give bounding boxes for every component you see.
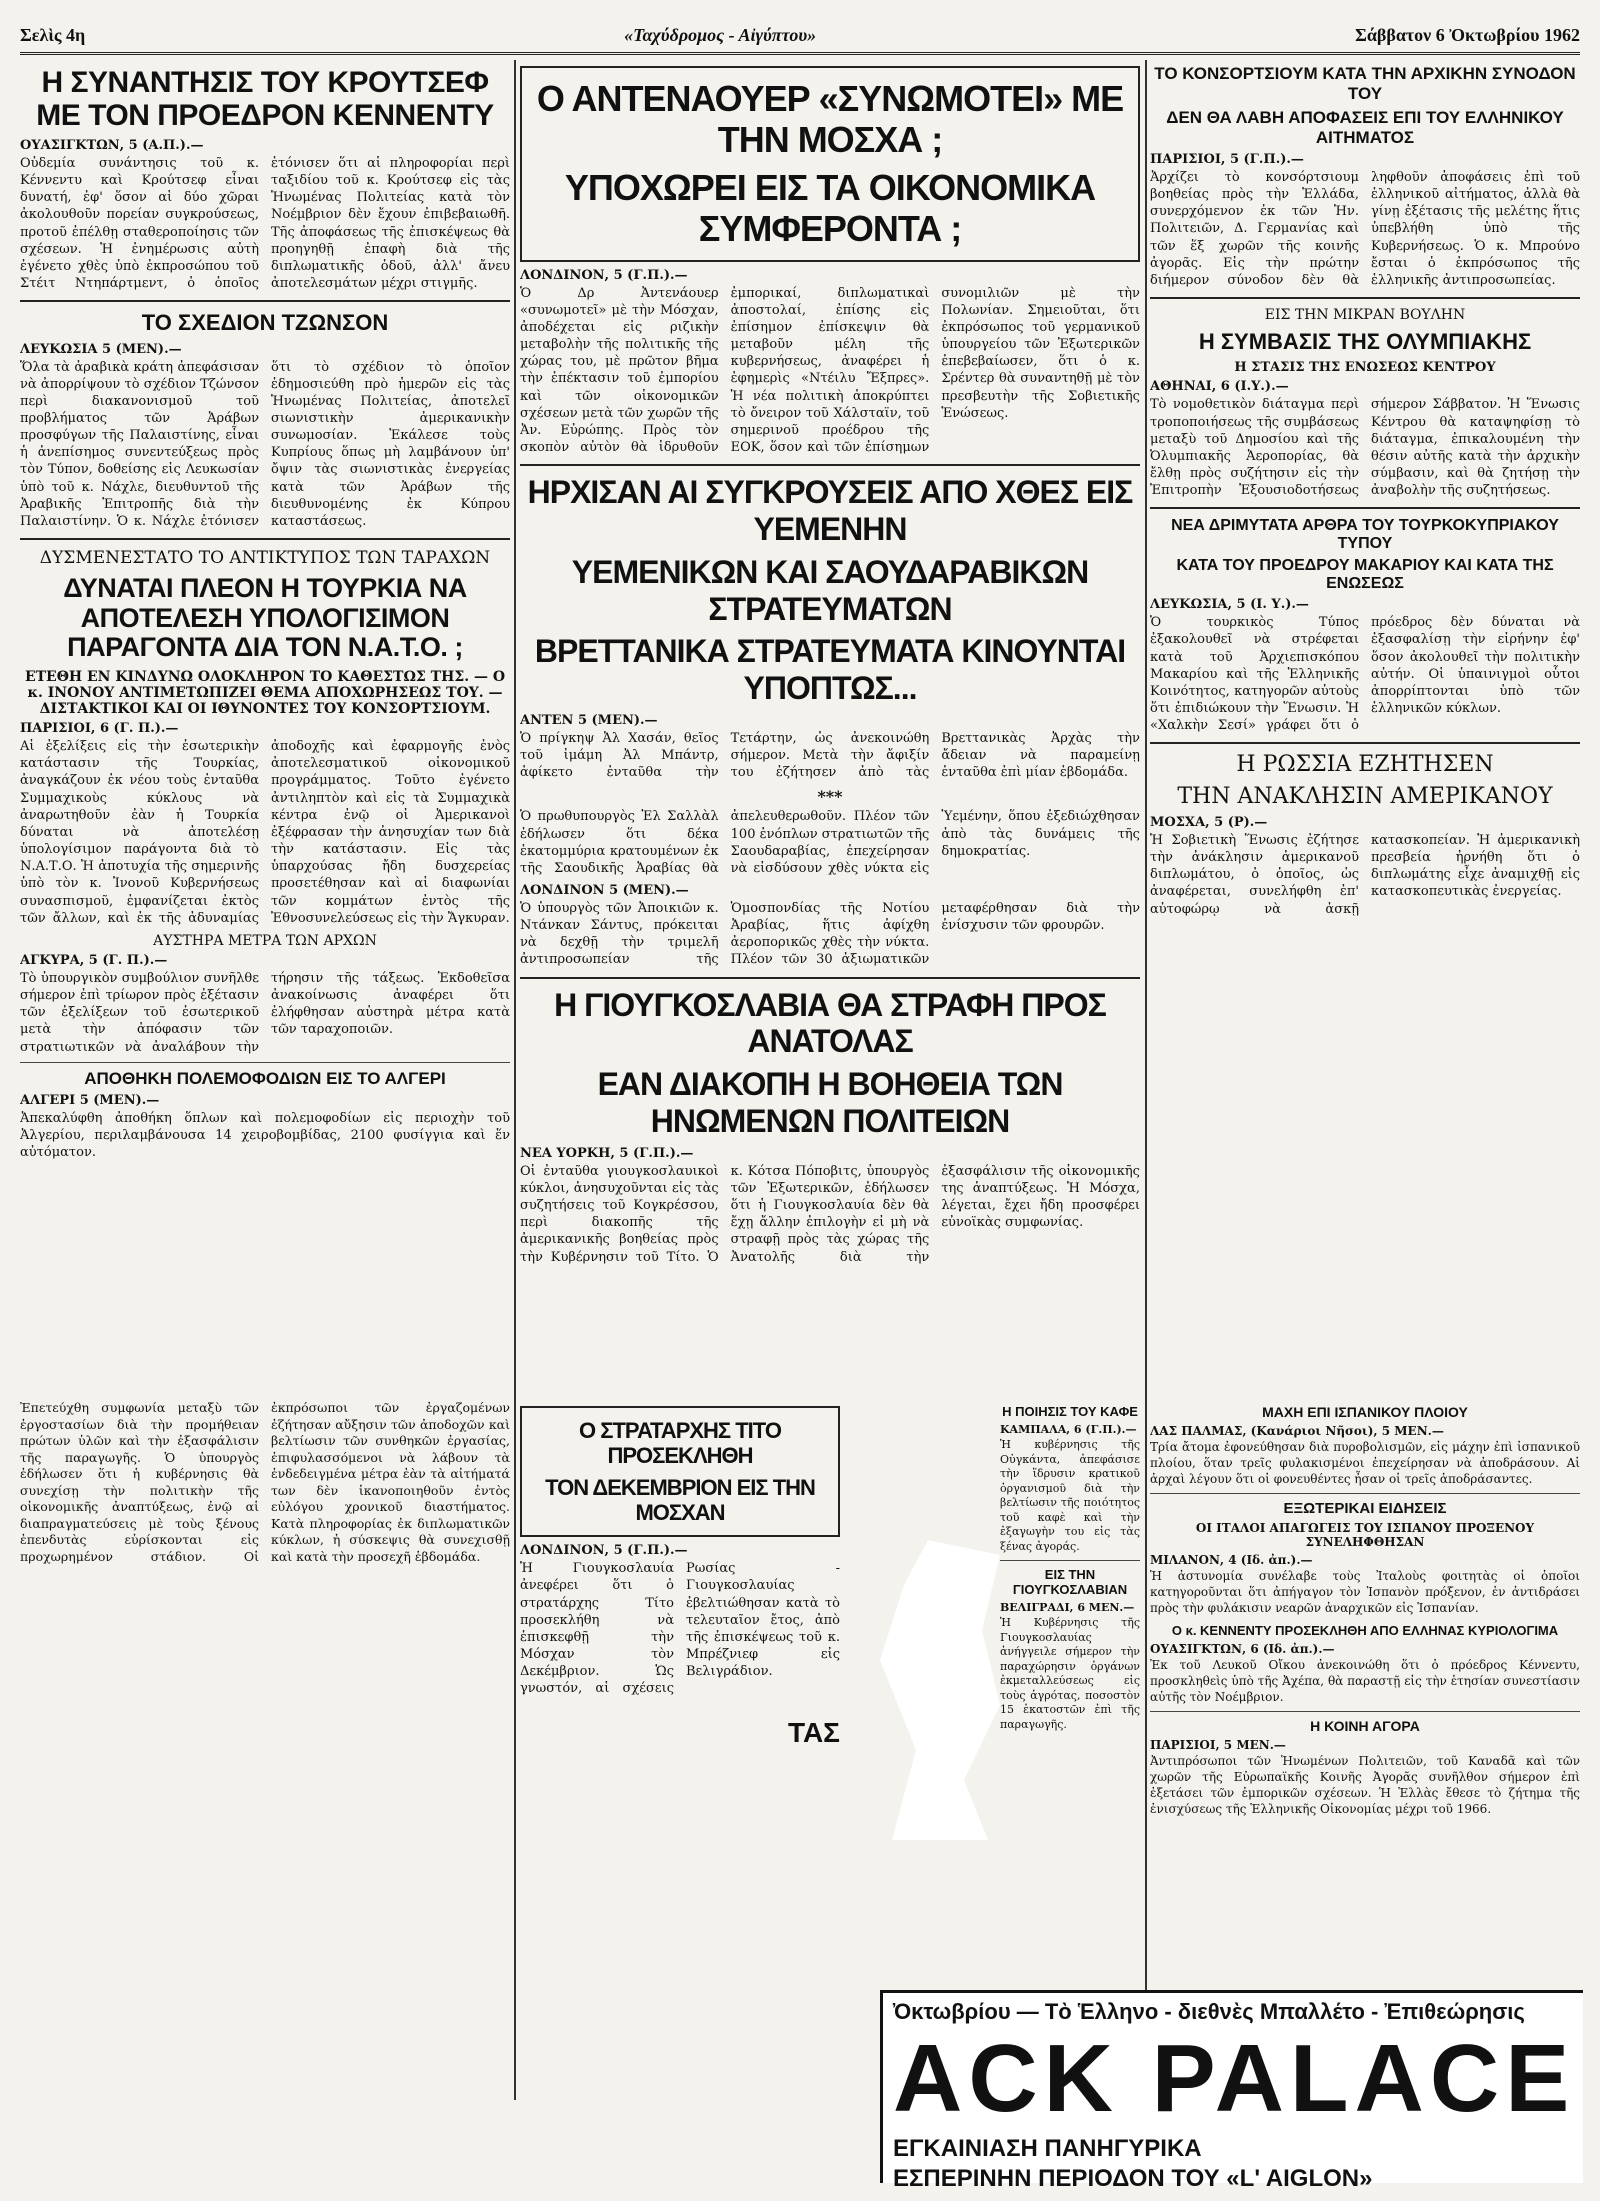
tito-headline-box <box>520 1406 840 1537</box>
divider <box>520 977 1140 979</box>
article-body: Ἡ Σοβιετικὴ Ἕνωσις ἐζήτησε τὴν ἀνάκλησιν ἀμερικανοῦ διπλωμάτου, ὁ ὁποῖος, ὡς ἀναφέρεται, συνελήφθη ἐπ' αὐτοφώρῳ νὰ ἀσκῇ κατασκοπείαν. Ἡ ἀμερικανικὴ πρεσβεία ἠρνήθη ὅτι ὁ διπλωμάτης εἶχε ἀναμιχθῇ εἰς κατασκοπευτικὰς ἐνεργείας. <box>1150 833 1580 917</box>
dateline: ΟΥΑΣΙΓΚΤΩΝ, 5 (Α.Π.).— <box>20 138 204 153</box>
dateline: ΚΑΜΠΑΛΑ, 6 (Γ.Π.).— <box>1000 1423 1137 1436</box>
article-body: Ἐπετεύχθη συμφωνία μεταξὺ τῶν ἐργοστασίων διὰ τὴν προμήθειαν πρώτων ὑλῶν καὶ τὴν ἐξασφάλισιν τῆς παραγωγῆς. Ὁ ὑπουργὸς ἐδήλωσεν ὅτι ἡ κυβέρνησις θὰ συνεχίσῃ τὴν πολιτικὴν τῆς οἰκονομικῆς ἀναπτύξεως, ἐνῷ αἱ διαπραγματεύσεις μὲ τοὺς ξένους ἐπενδυτὰς εὑρίσκονται εἰς προχωρημένον στάδιον. Οἱ ἐκπρόσωποι τῶν ἐργαζομένων ἐζήτησαν αὔξησιν τῶν ἀποδοχῶν καὶ βελτίωσιν τῶν συνθηκῶν ἐργασίας, ἐπιφυλασσόμενοι νὰ λάβουν τὰ ἐνδεδειγμένα μέτρα ἐὰν τὰ αἰτήματά των δὲν ἱκανοποιηθοῦν ἐντὸς εὐλόγου χρονικοῦ διαστήματος. Κατὰ πληροφορίας ἐκ διπλωματικῶν κύκλων, ἡ σύσκεψις θὰ συνεχισθῇ καὶ κατὰ τὴν προσεχῆ ἑβδομάδα. <box>20 1400 510 1564</box>
divider <box>20 300 510 302</box>
dateline: ΛΟΝΔΙΝΟΝ, 5 (Γ.Π.).— <box>520 267 688 283</box>
divider <box>1150 742 1580 744</box>
article-body: Ὁ πρίγκηψ Ἀλ Χασάν, θεῖος τοῦ ἰμάμη Ἀλ Μπάντρ, ἀφίκετο ἐνταῦθα τὴν Τετάρτην, ὡς ἀνεκοινώθη σήμερον. Μετὰ τὴν ἄφιξίν του ἐζήτησεν ἀπὸ τὰς Βρεττανικὰς Ἀρχὰς τὴν ἄδειαν νὰ παραμείνῃ ἐνταῦθα ἐπὶ μίαν ἑβδομάδα. <box>520 730 1140 781</box>
divider <box>520 464 1140 466</box>
headline-consortium: ΤΟ ΚΟΝΣΟΡΤΣΙΟΥΜ ΚΑΤΑ ΤΗΝ ΑΡΧΙΚΗΝ ΣΥΝΟΔΟΝ ΤΟΥ <box>1154 64 1576 103</box>
dateline: ΛΕΥΚΩΣΙΑ 5 (ΜΕΝ).— <box>20 341 182 357</box>
article-body: Ἀπεκαλύφθη ἀποθήκη ὅπλων καὶ πολεμοφοδίων εἰς περιοχὴν τοῦ Ἀλγερίου, περιλαμβάνουσα 14 χειροβομβίδας, 2100 φυσίγγια καὶ ἕν αὐτόματον. <box>20 1110 510 1160</box>
dateline: ΛΕΥΚΩΣΙΑ, 5 (Ι. Υ.).— <box>1150 597 1309 613</box>
article-body: Αἱ ἐξελίξεις εἰς τὴν ἐσωτερικὴν κατάστασιν τῆς Τουρκίας, ἀναγκάζουν ἐκ νέου τοὺς ἐνταῦθα Συμμαχικοὺς κύκλους νὰ ἀναρωτηθοῦν ἐὰν ἡ Τουρκία δύναται νὰ ἀποτελέσῃ ὑπολογίσιμον παράγοντα διὰ τὸ Ν.Α.Τ.Ο. Ἡ ἀποτυχία τῆς σημερινῆς ὑπὸ τὸν κ. Ἰνονοῦ Κυβερνήσεως συνασπισμοῦ, ἐμφανίζεται ἐκτὸς τῶν ἄλλων, καὶ ἐκ τῆς ἀδυναμίας ἀποδοχῆς καὶ ἐφαρμογῆς ἐνὸς ἀποτελεσματικοῦ οἰκονομικοῦ προγράμματος. Τοῦτο ἐγένετο ἀντιληπτὸν καὶ εἰς τὰ Συμμαχικὰ κέντρα ἐνῷ οἱ Ἀμερικανοὶ ἐξέφρασαν τὴν ἀνησυχίαν των διὰ τὴν κατάστασιν. Εἰς τὰς ὑπαρχούσας ἤδη δυσχερείας προσετέθησαν καὶ αἱ διαφωνίαι τῶν κομμάτων ἐντὸς τῆς Ἐθνοσυνελεύσεως εἰς τὴν Ἄγκυραν. <box>20 739 510 926</box>
headline-adenauer: Ο ΑΝΤΕΝΑΟΥΕΡ «ΣΥΝΩΜΟΤΕΙ» ΜΕ ΤΗΝ ΜΟΣΧΑ ; <box>536 78 1124 161</box>
divider <box>1150 507 1580 509</box>
kicker: ΔΥΣΜΕΝΕΣΤΑΤΟ ΤΟ ΑΝΤΙΚΤΥΠΟΣ ΤΩΝ ΤΑΡΑΧΩΝ <box>39 548 491 569</box>
dateline: ΑΘΗΝΑΙ, 6 (Ι.Υ.).— <box>1150 379 1289 395</box>
article-body: Ἡ κυβέρνησις τῆς Οὐγκάντα, ἀπεφάσισε τὴν ἵδρυσιν κρατικοῦ ὀργανισμοῦ διὰ τὴν βελτίωσιν τῆς ποιότητος τοῦ καφὲ καὶ τὴν ἐξαγωγὴν του εἰς τὰς ξένας ἀγοράς. <box>1000 1438 1140 1553</box>
issue-date: Σάββατον 6 Ὀκτωβρίου 1962 <box>1355 24 1580 45</box>
advertisement-palace <box>880 1990 1583 2192</box>
divider <box>1150 297 1580 299</box>
section-heading: ΑΥΣΤΗΡΑ ΜΕΤΡΑ ΤΩΝ ΑΡΧΩΝ <box>153 932 377 949</box>
article-body: Ὁ πρωθυπουργὸς Ἐλ Σαλλὰλ ἐδήλωσεν ὅτι δέκα ἑκατομμύρια κρατουμένων ἐκ τῆς Σαουδικῆς Ἀραβίας θὰ ἀπελευθερωθοῦν. Πλέον τῶν 100 ἐνόπλων στρατιωτῶν τῆς Σαουδαραβίας, ἐπεχείρησαν νὰ εἰσδύσουν χθὲς νύκτα εἰς Ὑεμένην, ὅπου ἐξεδιώχθησαν ἀπὸ τὰς δυνάμεις τῆς δημοκρατίας. <box>520 809 1140 876</box>
headline-khrushchev-kennedy: Η ΣΥΝΑΝΤΗΣΙΣ ΤΟΥ ΚΡΟΥΤΣΕΦ ΜΕ ΤΟΝ ΠΡΟΕΔΡΟΝ ΚΕΝΝΕΝΤΥ <box>36 66 494 132</box>
bottom-right-column <box>1150 1400 1580 1980</box>
article-body: Ἡ ἀστυνομία συνέλαβε τοὺς Ἰταλοὺς φοιτητὰς οἱ ὁποῖοι κατηγοροῦνται ὅτι ἀπήγαγον τὸν Ἰσπανὸν πρόξενον, ἐν ἀντιδράσει πρὸς τὴν φυλάκισιν νεαρῶν ἀναρχικῶν εἰς Ἱσπανίαν. <box>1150 1569 1580 1616</box>
column-rule <box>1145 60 1147 2100</box>
bottom-center-left <box>520 1400 840 2180</box>
article-body: Ἀντιπρόσωποι τῶν Ἡνωμένων Πολιτειῶν, τοῦ Καναδᾶ καὶ τῶν χωρῶν τῆς Εὐρωπαϊκῆς Κοινῆς Ἀγορᾶς συνῆλθον σήμερον ἐπὶ ἐξετάσει τῶν ἐμπορικῶν σχέσεων. Ἡ Ἑλλὰς ἔθεσε τὸ ζήτημα τῆς ἐνισχύσεως τῆς Ἑλληνικῆς Οἰκονομίας μέχρι τοῦ 1966. <box>1150 1754 1580 1816</box>
article-body: Ἐκ τοῦ Λευκοῦ Οἴκου ἀνεκοινώθη ὅτι ὁ πρόεδρος Κέννεντυ, προσκληθεὶς ὑπὸ τῆς Ἀχέπα, θὰ παραστῇ εἰς τὴν ἑτησίαν συνεστίασιν αὐτῆς τὸν Νοέμβριον. <box>1150 1657 1580 1704</box>
headline-consortium-2: ΔΕΝ ΘΑ ΛΑΒΗ ΑΠΟΦΑΣΕΙΣ ΕΠΙ ΤΟΥ ΕΛΛΗΝΙΚΟΥ ΑΙΤΗΜΑΤΟΣ <box>1166 108 1564 147</box>
dateline: ΛΟΝΔΙΝΟΝ 5 (ΜΕΝ).— <box>520 883 689 898</box>
headline-turkish-press-2: ΚΑΤΑ ΤΟΥ ΠΡΟΕΔΡΟΥ ΜΑΚΑΡΙΟΥ ΚΑΙ ΚΑΤΑ ΤΗΣ ΕΝΩΣΕΩΣ <box>1176 557 1554 593</box>
article-body: Οὐδεμία συνάντησις τοῦ κ. Κέννεντυ καὶ Κρούτσεφ εἶναι δυνατή, ἐφ' ὅσον αἱ δύο χῶραι ἀκολουθοῦν πορείαν συγκρούσεως, προτοῦ ἐπέλθῃ σταθεροποίησις τῶν σχέσεων. Ἡ ἐνημέρωσις αὐτὴ ἐγένετο χθὲς ὑπὸ ἐκπροσώπου τοῦ Στέιτ Ντηπάρτμεντ, ὁ ὁποῖος ἐτόνισεν ὅτι αἱ πληροφορίαι περὶ ταξιδίου τοῦ κ. Κρούτσεφ εἰς τὰς Ἡνωμένας Πολιτείας κατὰ τὸν Νοέμβριον δὲν ἔχουν ἐπιβεβαιωθῆ. Τῆς ἀποφάσεως τῆς ἐπισκέψεως θὰ προηγηθῇ ἐπαφὴ διὰ τῆς διπλωματικῆς ὁδοῦ, ἀλλ' ἄνευ ἀποτελεσμάτων μέχρι στιγμῆς. <box>20 156 510 292</box>
dateline: ΠΑΡΙΣΙΟΙ, 5 (Γ.Π.).— <box>1150 152 1304 167</box>
headline-yugoslavia: Η ΓΙΟΥΓΚΟΣΛΑΒΙΑ ΘΑ ΣΤΡΑΦΗ ΠΡΟΣ ΑΝΑΤΟΛΑΣ <box>554 986 1106 1060</box>
column-center <box>520 60 1140 1390</box>
headline-yugoslavia-2: ΕΑΝ ΔΙΑΚΟΠΗ Η ΒΟΗΘΕΙΑ ΤΩΝ ΗΝΩΜΕΝΩΝ ΠΟΛΙΤΕΙΩΝ <box>597 1066 1063 1140</box>
dateline: ΑΝΤΕΝ 5 (ΜΕΝ).— <box>520 712 658 728</box>
article-body: Ὁ τουρκικὸς Τύπος ἐξακολουθεῖ νὰ στρέφεται κατὰ τοῦ Ἀρχιεπισκόπου Μακαρίου καὶ τῆς Ἑλληνικῆς Κοινότητος, κατηγορῶν αὐτοὺς ὅτι ἐπιδιώκουν τὴν Ἕνωσιν. Ἡ «Χαλκὴν Σεσί» γράφει ὅτι ὁ πρόεδρος δὲν δύναται νὰ ἐξασφαλίσῃ τὴν εἰρήνην ἐφ' ὅσον ἀκολουθεῖ τὴν πολιτικὴν αὐτήν. Οἱ ὑπαινιγμοὶ οὗτοι ἀπορρίπτονται ὑπὸ τῶν ἑλληνικῶν κύκλων. <box>1150 615 1580 734</box>
headline-johnson-plan: ΤΟ ΣΧΕΔΙΟΝ ΤΖΩΝΣΟΝ <box>141 310 389 336</box>
article-body: Ὅλα τὰ ἀραβικὰ κράτη ἀπεφάσισαν νὰ ἀπορρίψουν τὸ σχέδιον Τζώνσον περὶ διακανονισμοῦ τοῦ προβλήματος τῶν Ἀράβων προσφύγων τῆς Παλαιστίνης, εἶναι ἡ ἀνεπίσημος συνεντεύξεως πρὸς τὸν Τύπον, δοθείσης εἰς Λευκωσίαν ὑπὸ τοῦ κ. Νάχλε, διευθυντοῦ τῆς Ἀραβικῆς Ἐπιτροπῆς διὰ τὴν Παλαιστίνην. Ὁ κ. Νάχλε ἐτόνισεν ὅτι τὸ σχέδιον τὸ ὁποῖον ἐδημοσιεύθη πρὸ ἡμερῶν εἰς τὰς Ἡνωμένας Πολιτείας, ἀποτελεῖ σιωνιστικὴν ἀμερικανικὴν συνωμοσίαν. Ἐκάλεσε τοὺς Κυπρίους ὅπως μὴ λαμβάνουν ὑπ' ὄψιν τὰς σιωνιστικὰς ἐνεργείας κατὰ τῶν Ἀράβων τῆς διευθυνομένης ἐκ Κύπρου καταστάσεως. <box>20 359 510 529</box>
dateline: ΝΕΑ ΥΟΡΚΗ, 5 (Γ.Π.).— <box>520 1145 694 1161</box>
article-body: Τὸ νομοθετικὸν διάταγμα περὶ τροποποιήσεως τῆς συμβάσεως μεταξὺ τοῦ Δημοσίου καὶ τῆς Ὀλυμπιακῆς Ἀεροπορίας, θὰ ἔλθῃ πρὸς συζήτησιν εἰς τὴν Ἐπιτροπὴν Ἐξουσιοδοτήσεως σήμερον Σάββατον. Ἡ Ἕνωσις Κέντρου θὰ καταψηφίσῃ τὸ διάταγμα, ἐπικαλουμένη τὴν θέσιν αὐτῆς κατὰ τὴν ἀρχικὴν σύμβασιν, καὶ θὰ ζητήσῃ τὴν ἀναβολὴν τῆς συζητήσεως. <box>1150 397 1580 499</box>
dateline: ΜΙΛΑΝΟΝ, 4 (Ιδ. ἀπ.).— <box>1150 1553 1313 1568</box>
subheadline: Η ΣΤΑΣΙΣ ΤΗΣ ΕΝΩΣΕΩΣ ΚΕΝΤΡΟΥ <box>1234 360 1496 376</box>
headline-russia-recall: Η ΡΩΣΣΙΑ ΕΖΗΤΗΣΕΝ <box>1236 752 1494 778</box>
headline-yemen-2: ΥΕΜΕΝΙΚΩΝ ΚΑΙ ΣΑΟΥΔΑΡΑΒΙΚΩΝ ΣΤΡΑΤΕΥΜΑΤΩΝ <box>571 553 1089 627</box>
article-body: Ἡ Κυβέρνησις τῆς Γιουγκοσλαυίας ἀνήγγειλε σήμερον τὴν παραχώρησιν ὀργάνων ἐκμεταλλεύσεως εἰς τοὺς ἀγρότας, ποσοστὸν 15 ἑκατοστῶν ἐπὶ τῆς παραγωγῆς. <box>1000 1616 1140 1731</box>
headline-adenauer-sub: ΥΠΟΧΩΡΕΙ ΕΙΣ ΤΑ ΟΙΚΟΝΟΜΙΚΑ ΣΥΜΦΕΡΟΝΤΑ ; <box>564 166 1096 250</box>
dateline: ΟΥΑΣΙΓΚΤΩΝ, 6 (Ιδ. ἀπ.).— <box>1150 1641 1335 1656</box>
lead-headline-box <box>520 66 1140 262</box>
article-body: Τὸ ὑπουργικὸν συμβούλιον συνῆλθε σήμερον ἐπὶ τρίωρον πρὸς ἐξέτασιν τῶν ἐξελίξεων τοῦ ἐσωτερικοῦ μετὰ τὴν ἀπόφασιν τῶν στρατιωτικῶν νὰ ἀναλάβουν τὴν τήρησιν τῆς τάξεως. Ἐκδοθεῖσα ἀνακοίνωσις ἀναφέρει ὅτι ἐλήφθησαν αὐστηρὰ μέτρα κατὰ τῶν ταραχοποιῶν. <box>20 970 510 1055</box>
article-body: Τρία ἄτομα ἐφονεύθησαν διὰ πυροβολισμῶν, εἰς μάχην ἐπὶ ἰσπανικοῦ πλοίου, ὅταν τρεῖς φυλακισμένοι ἐπεχείρησαν νὰ ἀποδράσουν. Αἱ ἀρχαὶ λέγουν ὅτι οἱ φονευθέντες ἦσαν οἱ τρεῖς ἀποδράσαντες. <box>1150 1440 1580 1486</box>
headline-tito: Ο ΣΤΡΑΤΑΡΧΗΣ ΤΙΤΟ ΠΡΟΣΕΚΛΗΘΗ <box>579 1418 781 1469</box>
ad-title: ACK PALACE <box>893 2025 1576 2132</box>
column-right <box>1150 60 1580 1390</box>
kicker: ΕΙΣ ΤΗΝ ΜΙΚΡΑΝ ΒΟΥΛΗΝ <box>1264 307 1466 324</box>
bottom-left-column <box>20 1400 510 2180</box>
headline-tito-2: ΤΟΝ ΔΕΚΕΜΒΡΙΟΝ ΕΙΣ ΤΗΝ ΜΟΣΧΑΝ <box>545 1474 815 1525</box>
ad-line-3: ΕΓΚΑΙΝΙΑΣΗ ΠΑΝΗΓΥΡΙΚΑ <box>893 2135 1202 2162</box>
dateline: ΜΟΣΧΑ, 5 (Ρ).— <box>1150 815 1268 831</box>
divider <box>1150 1711 1580 1712</box>
separator-stars: *** <box>817 787 843 807</box>
ad-line-1: Ὀκτωβρίου — Τὸ Ἑλληνο - διεθνὲς Μπαλλέτο - Ἐπιθεώρησις <box>893 1999 1525 2024</box>
headline-fragment: ΤΑΣ <box>787 1717 840 1749</box>
headline-yemen: ΗΡΧΙΣΑΝ ΑΙ ΣΥΓΚΡΟΥΣΕΙΣ ΑΠΟ ΧΘΕΣ ΕΙΣ ΥΕΜΕΝΗΝ <box>527 474 1133 547</box>
bottom-center-right <box>1000 1400 1140 1960</box>
article-body: Ἡ Γιουγκοσλαυία ἀνεφέρει ὅτι ὁ στρατάρχης Τίτο προσεκλήθη νὰ ἐπισκεφθῇ τὴν Μόσχαν τὸν Δεκέμβριον. Ὡς γνωστόν, αἱ σχέσεις Ρωσίας - Γιουγκοσλαυίας ἐβελτιώθησαν κατὰ τὸ τελευταῖον ἔτος, ἀπὸ τῆς ἐπισκέψεως τοῦ κ. Μπρέζνιεφ εἰς Βελιγράδιον. <box>520 1561 840 1697</box>
dateline: ΠΑΡΙΣΙΟΙ, 6 (Γ. Π.).— <box>20 721 179 737</box>
headline-russia-recall-2: ΤΗΝ ΑΝΑΚΛΗΣΙΝ ΑΜΕΡΙΚΑΝΟΥ <box>1177 783 1553 809</box>
column-rule <box>514 60 516 2100</box>
dateline: ΑΓΚΥΡΑ, 5 (Γ. Π.).— <box>20 952 168 968</box>
divider <box>20 538 510 540</box>
headline-algiers-depot: ΑΠΟΘΗΚΗ ΠΟΛΕΜΟΦΟΔΙΩΝ ΕΙΣ ΤΟ ΑΛΓΕΡΙ <box>84 1068 446 1088</box>
dateline: ΑΛΓΕΡΙ 5 (ΜΕΝ).— <box>20 1092 160 1108</box>
column-left <box>20 60 510 1390</box>
headline-turkish-press: ΝΕΑ ΔΡΙΜΥΤΑΤΑ ΑΡΘΡΑ ΤΟΥ ΤΟΥΡΚΟΚΥΠΡΙΑΚΟΥ ΤΥΠΟΥ <box>1171 517 1559 553</box>
article-body: Οἱ ἐνταῦθα γιουγκοσλαυικοὶ κύκλοι, ἀνησυχοῦνται εἰς τὰς συζητήσεις τοῦ Κογκρέσσου, περὶ διακοπῆς τῆς ἀμερικανικῆς βοηθείας πρὸς τὴν Κυβέρνησιν τοῦ Τίτο. Ὁ κ. Κότσα Πόποβιτς, ὑπουργὸς τῶν Ἐξωτερικῶν, ἐδήλωσεν ὅτι ἡ Γιουγκοσλαυία δὲν θὰ ἔχῃ ἄλλην ἐπιλογὴν εἰ μὴ νὰ στραφῇ πρὸς τὰς χώρας τῆς Ἀνατολῆς διὰ τὴν ἐξασφάλισιν τῆς οἰκονομικῆς της ἀναπτύξεως. Ἡ Μόσχα, λέγεται, ἔχει ἤδη προσφέρει εὐνοϊκὰς συμφωνίας. <box>520 1163 1140 1265</box>
headline-kennedy-invited: Ο κ. ΚΕΝΝΕΝΤΥ ΠΡΟΣΕΚΛΗΘΗ ΑΠΟ ΕΛΛΗΝΑΣ ΚΥΡΙΟΛΟΓΙΜΑ <box>1171 1622 1559 1638</box>
newspaper-name: «Ταχύδρομος - Αἰγύπτου» <box>624 24 817 45</box>
torn-paper-area <box>880 1540 1000 1840</box>
headline-yemen-3: ΒΡΕΤΤΑΝΙΚΑ ΣΤΡΑΤΕΥΜΑΤΑ ΚΙΝΟΥΝΤΑΙ ΥΠΟΠΤΩΣ... <box>534 633 1126 707</box>
divider <box>20 1062 510 1063</box>
dateline: ΛΟΝΔΙΝΟΝ, 5 (Γ.Π.).— <box>520 1543 688 1559</box>
headline-yugoslavia-farmers: ΕΙΣ ΤΗΝ ΓΙΟΥΓΚΟΣΛΑΒΙΑΝ <box>1012 1567 1128 1598</box>
dateline: ΛΑΣ ΠΑΛΜΑΣ, (Κανάριοι Νῆσοι), 5 ΜΕΝ.— <box>1150 1424 1444 1438</box>
headline-foreign-news: ΕΞΩΤΕΡΙΚΑΙ ΕΙΔΗΣΕΙΣ <box>1283 1500 1447 1518</box>
ad-line-4: ΕΣΠΕΡΙΝΗΝ ΠΕΡΙΟΔΟΝ ΤΟΥ «L' AIGLON» <box>893 2165 1373 2192</box>
headline-turkey-nato: ΔΥΝΑΤΑΙ ΠΛΕΟΝ Η ΤΟΥΡΚΙΑ ΝΑ ΑΠΟΤΕΛΕΣΗ ΥΠΟΛΟΓΙΣΙΜΟΝ ΠΑΡΑΓΟΝΤΑ ΔΙΑ ΤΟΝ Ν.Α.Τ.Ο. ; <box>63 573 467 663</box>
article-body: Ἀρχίζει τὸ κονσόρτσιουμ βοηθείας πρὸς τὴν Ἑλλάδα, συνερχόμενον ἐκ τῶν Ἡν. Πολιτειῶν, Δ. Γερμανίας καὶ τῶν ἕξ χωρῶν τῆς κοινῆς ἀγορᾶς. Εἰς τὴν πρώτην διήμερον σύνοδον δὲν θὰ ληφθοῦν ἀποφάσεις ἐπὶ τοῦ ἑλληνικοῦ αἰτήματος, ἀλλὰ θὰ γίνῃ ἐξέτασις τῆς μελέτης ἥτις ὑπεβλήθη ὑπὸ τῆς Κυβερνήσεως. Ὁ κ. Μπρούνο ἔσται ὁ ἐκπρόσωπος τῆς ἑλληνικῆς ἀντιπροσωπείας. <box>1150 170 1580 288</box>
headline-olympic: Η ΣΥΜΒΑΣΙΣ ΤΗΣ ΟΛΥΜΠΙΑΚΗΣ <box>1198 329 1532 355</box>
dateline: ΠΑΡΙΣΙΟΙ, 5 ΜΕΝ.— <box>1150 1738 1286 1753</box>
headline-common-market: Η ΚΟΙΝΗ ΑΓΟΡΑ <box>1310 1718 1420 1735</box>
headline-spanish-ship: ΜΑΧΗ ΕΠΙ ΙΣΠΑΝΙΚΟΥ ΠΛΟΙΟΥ <box>1262 1404 1468 1420</box>
headline-coffee: Η ΠΟΙΗΣΙΣ ΤΟΥ ΚΑΦΕ <box>1002 1404 1138 1419</box>
article-body: Ὁ Δρ Ἀντενάουερ «συνωμοτεῖ» μὲ τὴν Μόσχαν, ἀποδέχεται εἰς ριζικὴν μεταβολὴν τῆς πολιτικῆς τῆς χώρας του, μὲ πρῶτον βῆμα τὴν ἐπέκτασιν τοῦ ἐμπορίου καὶ τῶν οἰκονομικῶν σχέσεων μετὰ τῶν χωρῶν τῆς Ἀν. Εὐρώπης. Πρὸς τὸν σκοπὸν αὐτὸν θὰ ἱδρυθοῦν ἐμπορικαί, διπλωματικαὶ ἀποστολαί, ἐπίσης εἰς ἐπίσημον ἐπίσκεψιν θὰ μεταβοῦν μέλη τῆς κυβερνήσεως, ἀναφέρει ἡ ἐφημερὶς «Ντέιλυ Ἔξπρες». Ἡ νέα πολιτικὴ ἀποκρύπτει τὸ ὄνειρον τοῦ Χάλσταϊν, τοῦ σημερινοῦ προέδρου τῆς ΕΟΚ, ὅσον καὶ τῶν ἐπίσημων συνομιλιῶν μὲ τὴν Πολωνίαν. Σημειοῦται, ὅτι ἐκπρόσωπος τοῦ γερμανικοῦ ὑπουργείου τῶν Ἐξωτερικῶν ἐπεβεβαίωσεν, ὅτι ὁ κ. Σρέντερ θὰ συναντηθῇ μὲ τὸν πρεσβευτὴν τῆς Σοβιετικῆς Ἑνώσεως. <box>520 285 1140 455</box>
subheadline: ΕΤΕΘΗ ΕΝ ΚΙΝΔΥΝΩ ΟΛΟΚΛΗΡΟΝ ΤΟ ΚΑΘΕΣΤΩΣ ΤΗΣ. — Ο κ. ΙΝΟΝΟΥ ΑΝΤΙΜΕΤΩΠΙΖΕΙ ΘΕΜΑ ΑΠΟΧΩΡΗΣΕΩΣ ΤΟΥ. — ΔΙΣΤΑΚΤΙΚΟΙ ΚΑΙ ΟΙ ΙΘΥΝΟΝΤΕΣ ΤΟΥ ΚΟΝΣΟΡΤΣΙΟΥΜ. <box>24 669 506 718</box>
page-header <box>20 18 1580 55</box>
page-number: Σελὶς 4η <box>20 24 86 45</box>
article-body: Ὁ ὑπουργὸς τῶν Ἀποικιῶν κ. Ντάνκαν Σάντυς, πρόκειται νὰ δεχθῇ τὴν τριμελῆ ἀντιπροσωπείαν τῆς Ὁμοσπονδίας τῆς Νοτίου Ἀραβίας, ἥτις ἀφίχθη ἀεροπορικῶς χθὲς τὴν νύκτα. Πλέον τῶν 30 ἀξιωματικῶν μεταφέρθησαν διὰ τὴν ἐνίσχυσιν τῶν φρουρῶν. <box>520 901 1140 968</box>
divider <box>1150 1493 1580 1494</box>
subheadline: ΟΙ ΙΤΑΛΟΙ ΑΠΑΓΩΓΕΙΣ ΤΟΥ ΙΣΠΑΝΟΥ ΠΡΟΞΕΝΟΥ ΣΥΝΕΛΗΦΘΗΣΑΝ <box>1195 1521 1535 1550</box>
dateline: ΒΕΛΙΓΡΑΔΙ, 6 ΜΕΝ.— <box>1000 1601 1135 1615</box>
divider <box>1000 1560 1140 1561</box>
